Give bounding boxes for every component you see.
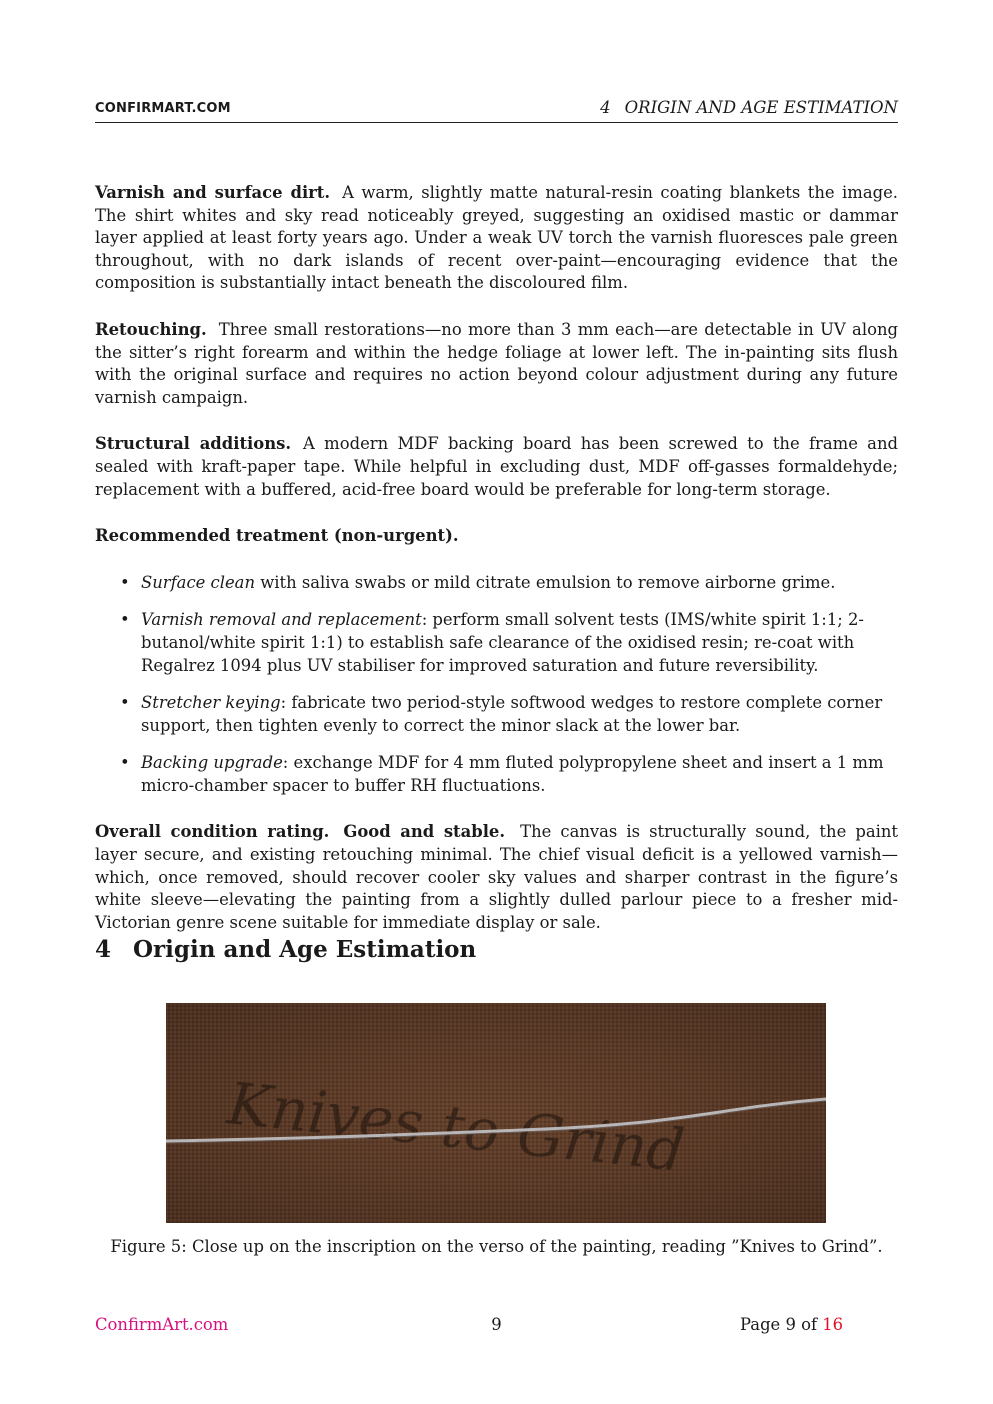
list-item-term: Stretcher keying bbox=[141, 693, 281, 713]
paragraph-structural bbox=[95, 433, 898, 501]
paragraph-lead: Structural additions. bbox=[95, 434, 292, 454]
list-item bbox=[141, 572, 898, 595]
figure-inscription-photo bbox=[166, 1003, 826, 1223]
list-item-term: Varnish removal and replacement bbox=[141, 610, 422, 630]
paragraph-lead: Varnish and surface dirt. bbox=[95, 183, 331, 202]
list-item bbox=[141, 692, 898, 737]
footer-page-number: 9 bbox=[491, 1315, 502, 1334]
list-item-term: Surface clean bbox=[141, 572, 255, 592]
page-header bbox=[95, 98, 898, 123]
paragraph-text: A modern MDF backing board has been screwed to the frame and sealed with kraft-paper tape. While helpful in excluding dust, MDF off-gasses formaldehyde; replacement with a buffered, acid-free board would be preferable for long-term storage. bbox=[95, 434, 898, 499]
section-number: 4 bbox=[95, 936, 112, 963]
footer-page-label bbox=[740, 1315, 843, 1334]
section-heading bbox=[95, 936, 476, 963]
site-logo: CONFIRMART.COM bbox=[95, 101, 231, 116]
section-title: Origin and Age Estimation bbox=[133, 936, 477, 963]
rating-label: Overall condition rating. bbox=[95, 822, 330, 842]
rating-text: The canvas is structurally sound, the paint layer secure, and existing retouching minimal. The chief visual deficit is a yellowed varnish—which, once removed, should recover cooler sky values and sharper contrast in the figure’s white sleeve—elevating the painting from a slightly dulled parlour piece to a fresher mid-Victorian genre scene suitable for immediate display or sale. bbox=[95, 822, 898, 932]
paragraph-rating bbox=[95, 821, 898, 934]
canvas-photo bbox=[166, 1003, 826, 1223]
list-item bbox=[141, 609, 898, 677]
list-item-text: : perform small solvent tests (IMS/white spirit 1:1; 2-butanol/white spirit 1:1) to establish safe clearance of the oxidised resin; re-coat with Regalrez 1094 plus UV stabiliser for improved saturation and future reversibility. bbox=[141, 610, 864, 675]
treatment-list bbox=[95, 572, 898, 798]
list-item bbox=[141, 752, 898, 797]
list-item-text: with saliva swabs or mild citrate emulsion to remove airborne grime. bbox=[255, 572, 836, 592]
figure-caption: Figure 5: Close up on the inscription on the verso of the painting, reading ”Knives to Grind”. bbox=[110, 1237, 883, 1256]
footer-total-pages-link[interactable]: 16 bbox=[822, 1315, 844, 1334]
list-item-text: : fabricate two period-style softwood wedges to restore complete corner support, then tighten evenly to correct the minor slack at the lower bar. bbox=[141, 693, 883, 735]
paragraph-text: A warm, slightly matte natural-resin coating blankets the image. The shirt whites and sky read noticeably greyed, suggesting an oxidised mastic or dammar layer applied at least forty years ago. Under a weak UV torch the varnish fluoresces pale green throughout, with no dark islands of recent over-paint—encouraging evidence that the composition is substantially intact beneath the discoloured film. bbox=[95, 183, 898, 293]
rating-value: Good and stable. bbox=[343, 822, 506, 842]
recommended-heading: Recommended treatment (non-urgent). bbox=[95, 526, 459, 546]
running-section-number: 4 bbox=[600, 98, 611, 117]
running-header bbox=[600, 98, 898, 117]
paragraph-text: Three small restorations—no more than 3 mm each—are detectable in UV along the sitter’s right forearm and within the hedge foliage at lower left. The in-painting sits flush with the original surface and requires no action beyond colour adjustment during any future varnish campaign. bbox=[95, 319, 898, 407]
inscription-text: Knives to Grind bbox=[224, 1069, 688, 1185]
paragraph-lead: Retouching. bbox=[95, 319, 207, 339]
list-item-term: Backing upgrade bbox=[141, 753, 283, 773]
footer-site-link[interactable]: ConfirmArt.com bbox=[95, 1315, 229, 1334]
footer-page-prefix: Page 9 of bbox=[740, 1315, 823, 1334]
body-text bbox=[95, 182, 898, 958]
paragraph-retouching bbox=[95, 319, 898, 409]
running-section-title: ORIGIN AND AGE ESTIMATION bbox=[624, 98, 898, 117]
paragraph-varnish bbox=[95, 182, 898, 295]
list-item-text: : exchange MDF for 4 mm fluted polypropylene sheet and insert a 1 mm micro-chamber spacer to buffer RH fluctuations. bbox=[141, 753, 884, 795]
